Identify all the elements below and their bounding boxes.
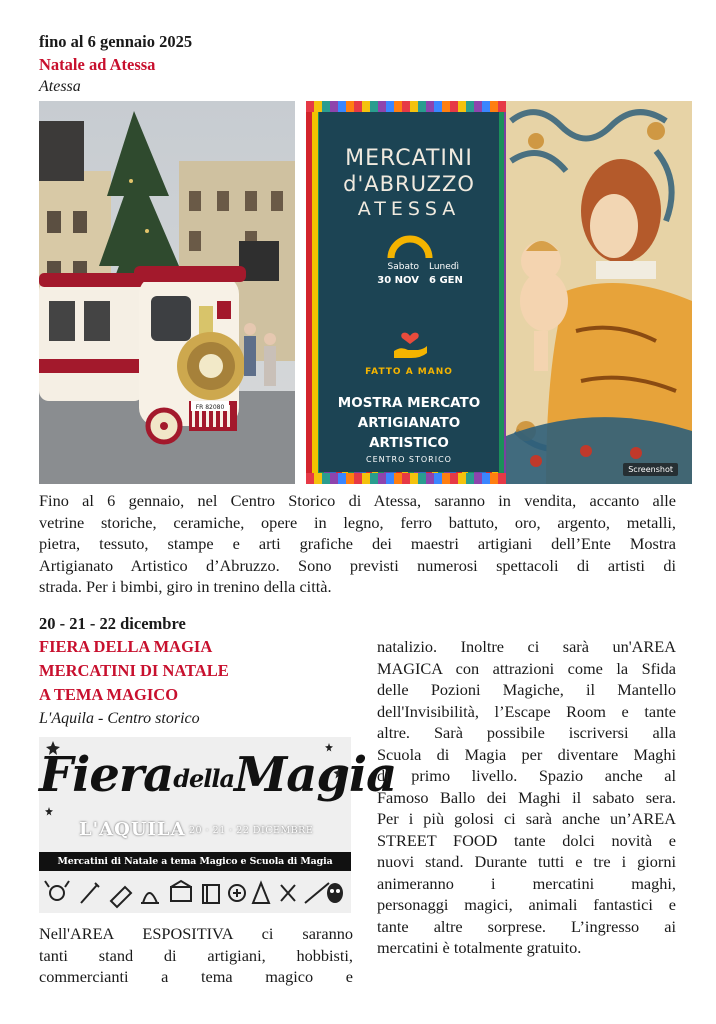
fiera-subtitle: Mercatini di Natale a tema Magico e Scuola di Magia [39, 852, 351, 871]
poster-border [306, 101, 506, 112]
magic-items-icons [45, 877, 345, 909]
fiera-dates: 20 · 21 · 22 DICEMBRE [189, 825, 314, 836]
paragraph-line: tanti stand di artigiani, hobbisti, [39, 945, 353, 965]
ceramic-plate-image [506, 101, 692, 484]
poster-start-day: Sabato [387, 262, 419, 272]
ceramic-plate-illustration [506, 101, 692, 484]
event-date: 20 - 21 - 22 dicembre [39, 614, 186, 633]
paragraph-line: natalizio. Inoltre ci sarà un'AREA [377, 637, 676, 656]
poster-handmade: FATTO A MANO [365, 367, 453, 377]
paragraph-line: delle Pozioni Magiche, il Mantello [377, 680, 676, 699]
paragraph-line: Artigianato Artistico d’Abruzzo. Sono previsti numerosi spettacoli di artisti di [39, 555, 676, 575]
poster-title-dabruzzo: d'ABRUZZO [343, 172, 475, 196]
fiera-city: L'AQUILA [79, 819, 186, 840]
poster-centro: CENTRO STORICO [366, 455, 452, 464]
paragraph-line: animeranno i mercatini maghi, [377, 873, 676, 893]
paragraph-line: Nell'AREA ESPOSITIVA ci saranno [39, 924, 353, 943]
paragraph-line: Famoso Ballo dei Maghi il sabato sera. [377, 787, 676, 807]
photo-tourist-train-illustration [39, 101, 295, 484]
event-title-line-1: FIERA DELLA MAGIA [39, 637, 213, 656]
hand-heart-icon [391, 327, 429, 361]
poster-left-panel [306, 101, 506, 484]
paragraph-line: vetrine storiche, ceramiche, opere in legno, ferro battuto, oro, argento, metalli, [39, 512, 676, 532]
poster-mercatini-abruzzo [306, 101, 692, 484]
fiera-title [39, 747, 397, 803]
paragraph-line: STREET FOOD tante dolci novità e [377, 830, 676, 850]
paragraph-line: Per i più golosi ci sarà anche un’AREA [377, 809, 676, 828]
event-date: fino al 6 gennaio 2025 [39, 32, 193, 51]
event-place: Atessa [39, 78, 81, 95]
screenshot-badge: Screenshot [623, 463, 678, 476]
paragraph-line: MAGICA con attrazioni come la Sfida [377, 658, 676, 678]
train-plate-text: FR 82080 [195, 404, 225, 411]
fiera-della-magia-banner [39, 737, 397, 913]
event-title-line-2: MERCATINI DI NATALE [39, 661, 229, 680]
poster-end-date: 6 GEN [429, 275, 463, 286]
paragraph-line: di primo livello. Spazio anche al [377, 766, 676, 785]
paragraph-line: Fino al 6 gennaio, nel Centro Storico di Atessa, saranno in vendita, accanto alle [39, 491, 676, 510]
event-title-line-3: A TEMA MAGICO [39, 685, 179, 704]
event2-text-left [39, 923, 353, 988]
poster-mostra-2: ARTIGIANATO [357, 415, 461, 431]
paragraph-line: mercatini è totalmente gratuito. [377, 938, 582, 957]
poster-start-date: 30 NOV [377, 275, 419, 286]
paragraph-line: commercianti a tema magico e [39, 967, 353, 986]
poster-mostra-1: MOSTRA MERCATO [337, 395, 481, 411]
fiera-word: Fiera [39, 747, 174, 803]
della-word: della [173, 764, 235, 793]
poster-title-mercatini: MERCATINI [345, 146, 473, 171]
photo-tourist-train [39, 101, 295, 484]
poster-end-day: Lunedì [429, 262, 460, 272]
paragraph-line: pietra, tessuto, stampe e arti grafiche dei maestri artigiani dell’Ente Mostra [39, 534, 676, 553]
poster-title-atessa: ATESSA [357, 198, 461, 220]
poster-border [306, 473, 506, 484]
paragraph-line: nuovi stand. Durante tutti e tre i giorni [377, 852, 676, 871]
paragraph-line: Scuola di Magia per diventare Maghi [377, 744, 676, 764]
event-place: L'Aquila - Centro storico [39, 710, 200, 727]
paragraph-line: tante altre sorprese. L’ingresso ai [377, 916, 676, 936]
paragraph-line: altre. Sarà possibile iscriversi alla [377, 723, 676, 742]
event-description [39, 490, 676, 598]
poster-mostra-3: ARTISTICO [369, 435, 449, 451]
event-title: Natale ad Atessa [39, 55, 156, 74]
event2-text-right [377, 636, 676, 959]
arch-icon [387, 230, 433, 260]
poster-inner [319, 112, 499, 472]
paragraph-line: personaggi magici, animali fantastici e [377, 895, 676, 914]
paragraph-line: dell'Invisibilità, l’Escape Room e tante [377, 701, 676, 721]
paragraph-line: strada. Per i bimbi, giro in trenino della città. [39, 577, 332, 596]
magia-word: Magia [234, 747, 397, 803]
